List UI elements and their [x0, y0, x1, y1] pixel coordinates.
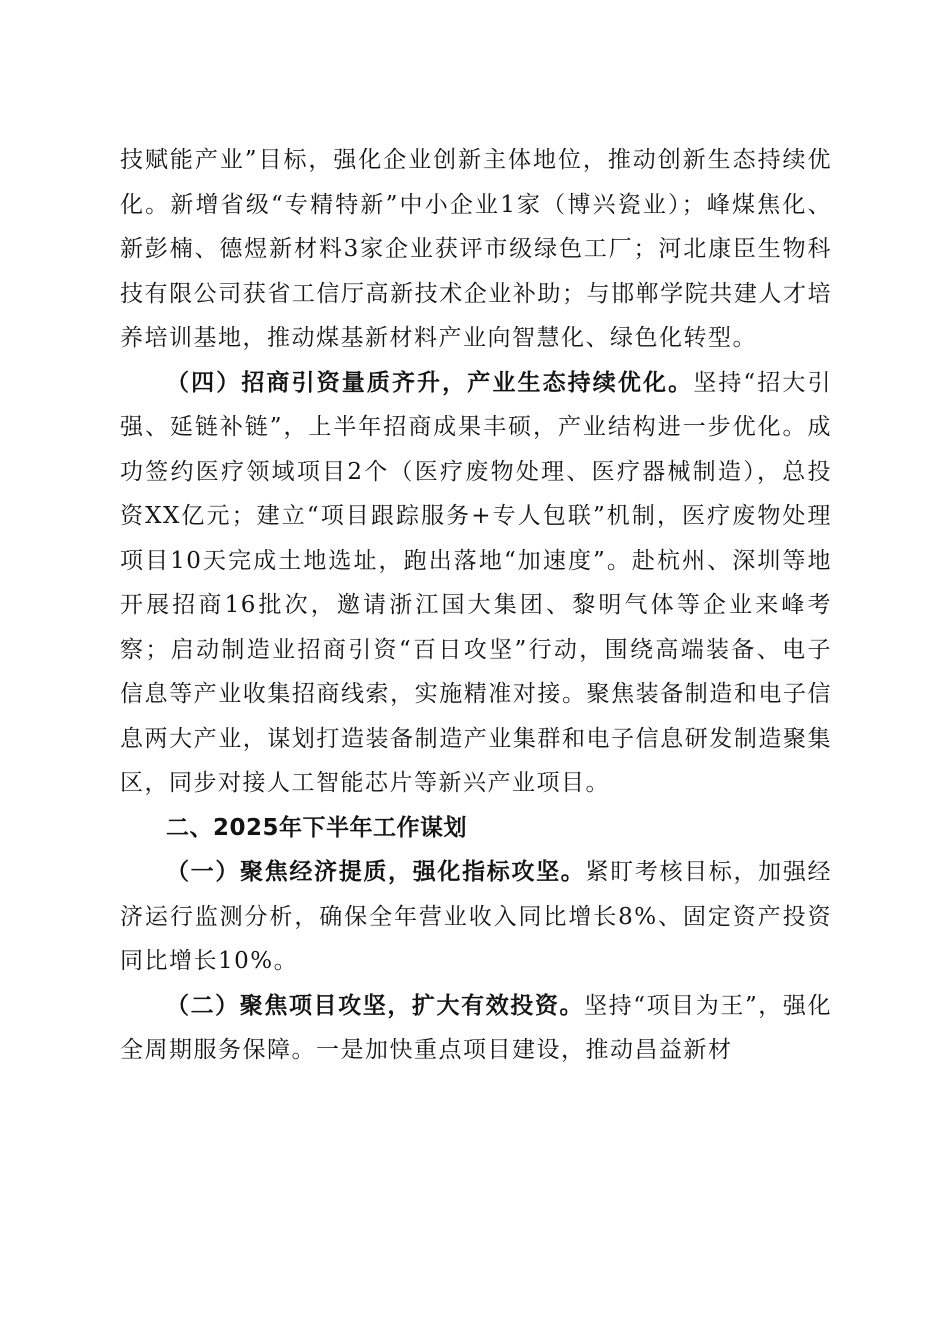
paragraph-text: 坚持“项目为王”，强化全周期服务保障。一是加快重点项目建设，推动昌益新材: [120, 992, 832, 1063]
paragraph-investment-attraction: [120, 361, 832, 806]
paragraph-lead-heading: （一）聚焦经济提质，强化指标攻坚。: [166, 858, 586, 885]
paragraph-lead-heading: （二）聚焦项目攻坚，扩大有效投资。: [166, 991, 585, 1019]
paragraph-tech-innovation: [120, 138, 832, 361]
document-page: [120, 138, 832, 1073]
paragraph-text: 技赋能产业”目标，强化企业创新主体地位，推动创新生态持续优化。新增省级“专精特新”中小企业1家（博兴瓷业）；峰煤焦化、新彭楠、德煜新材料3家企业获评市级绿色工厂；河北康臣生物科技有限公司获省工信厅高新技术企业补助；与邯郸学院共建人才培养培训基地，推动煤基新材料产业向智慧化、绿色化转型。: [120, 147, 832, 351]
section-heading: 二、2025年下半年工作谋划: [166, 814, 468, 841]
paragraph-plan-economy: [120, 850, 832, 984]
paragraph-text: 紧盯考核目标，加强经济运行监测分析，确保全年营业收入同比增长8%、固定资产投资同比增长10%。: [120, 859, 833, 974]
paragraph-plan-projects: [120, 984, 832, 1073]
paragraph-lead-heading: （四）招商引资量质齐升，产业生态持续优化。: [166, 368, 694, 396]
paragraph-text: 坚持“招大引强、延链补链”，上半年招商成果丰硕，产业结构进一步优化。成功签约医疗领域项目2个（医疗废物处理、医疗器械制造），总投资XX亿元；建立“项目跟踪服务+专人包联”机制，医疗废物处理项目10天完成土地选址，跑出落地“加速度”。赴杭州、深圳等地开展招商16批次，邀请浙江国大集团、黎明气体等企业来峰考察；启动制造业招商引资“百日攻坚”行动，围绕高端装备、电子信息等产业收集招商线索，实施精准对接。聚焦装备制造和电子信息两大产业，谋划打造装备制造产业集群和电子信息研发制造聚集区，同步对接人工智能芯片等新兴产业项目。: [120, 369, 833, 796]
